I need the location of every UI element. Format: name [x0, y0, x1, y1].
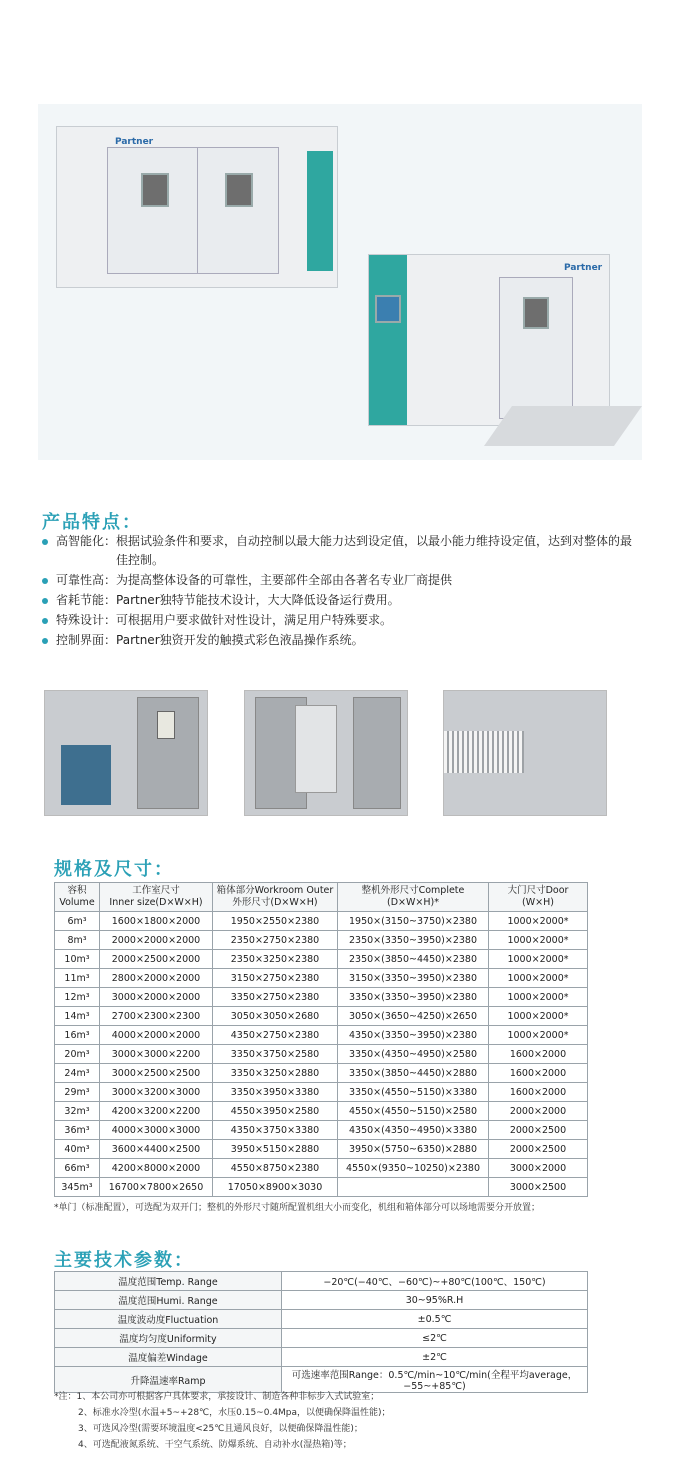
- table-row: [55, 1083, 588, 1102]
- feature-item: 控制界面： Partner独资开发的触摸式彩色液晶操作系统。: [40, 631, 640, 650]
- table-cell: 4350×2750×2380: [213, 1026, 338, 1045]
- test-equipment: [61, 745, 111, 805]
- features-list: [40, 532, 640, 651]
- table-cell: 3350×(4550~5150)×3380: [338, 1083, 489, 1102]
- chamber-door-left: [107, 147, 199, 274]
- param-value: 可选速率范围Range：0.5℃/min~10℃/min(全程平均average，−55~+85℃): [282, 1367, 588, 1393]
- table-row: [55, 1291, 588, 1310]
- bullet-icon: [42, 578, 48, 584]
- table-cell: 4550×(4550~5150)×2580: [338, 1102, 489, 1121]
- table-cell: [338, 1178, 489, 1197]
- note-line: *注：1、本公司亦可根据客户具体要求，承接设计、制造各种非标步入式试验室；: [54, 1392, 380, 1402]
- interior-photo-2: [244, 690, 408, 816]
- column-header: 箱体部分Workroom Outer 外形尺寸(D×W×H): [213, 883, 338, 912]
- table-row: [55, 1178, 588, 1197]
- table-cell: 4350×3750×3380: [213, 1121, 338, 1140]
- table-cell: 29m³: [55, 1083, 100, 1102]
- table-cell: 4000×3000×3000: [100, 1121, 213, 1140]
- bullet-icon: [42, 638, 48, 644]
- column-header: 整机外形尺寸Complete (D×W×H)*: [338, 883, 489, 912]
- touch-screen: [375, 295, 401, 323]
- param-name: 温度偏差Windage: [55, 1348, 282, 1367]
- table-cell: 2000×2500×2000: [100, 950, 213, 969]
- feature-item: 特殊设计： 可根据用户要求做针对性设计，满足用户特殊要求。: [40, 611, 640, 630]
- bullet-icon: [42, 539, 48, 545]
- table-cell: 4550×3950×2580: [213, 1102, 338, 1121]
- table-cell: 4350×(3350~3950)×2380: [338, 1026, 489, 1045]
- chamber-window: [523, 297, 549, 329]
- column-header: 容积 Volume: [55, 883, 100, 912]
- table-cell: 8m³: [55, 931, 100, 950]
- feature-item: 高智能化： 根据试验条件和要求，自动控制以最大能力达到设定值，以最小能力维持设定值，达到对整体的最佳控制。: [40, 532, 640, 570]
- table-cell: 24m³: [55, 1064, 100, 1083]
- interior-photo-1: [44, 690, 208, 816]
- tech-notes: [54, 1389, 391, 1453]
- table-cell: 2350×(3850~4450)×2380: [338, 950, 489, 969]
- table-cell: 3150×(3350~3950)×2380: [338, 969, 489, 988]
- table-header-row: [55, 883, 588, 912]
- table-cell: 3050×(3650~4250)×2650: [338, 1007, 489, 1026]
- bullet-icon: [42, 598, 48, 604]
- table-cell: 4000×2000×2000: [100, 1026, 213, 1045]
- table-cell: 1000×2000*: [489, 931, 588, 950]
- table-row: [55, 1310, 588, 1329]
- table-cell: 16m³: [55, 1026, 100, 1045]
- table-cell: 3350×3950×3380: [213, 1083, 338, 1102]
- table-row: [55, 1026, 588, 1045]
- table-cell: 3150×2750×2380: [213, 969, 338, 988]
- table-cell: 3350×2750×2380: [213, 988, 338, 1007]
- table-cell: 3000×3200×3000: [100, 1083, 213, 1102]
- table-cell: 2350×3250×2380: [213, 950, 338, 969]
- specs-table: [54, 882, 588, 1197]
- table-row: [55, 1272, 588, 1291]
- table-row: [55, 1159, 588, 1178]
- table-cell: 66m³: [55, 1159, 100, 1178]
- table-cell: 2800×2000×2000: [100, 969, 213, 988]
- table-cell: 36m³: [55, 1121, 100, 1140]
- table-row: [55, 1045, 588, 1064]
- brand-logo: Partner: [564, 263, 603, 273]
- walk-in-chamber-small: [368, 254, 610, 426]
- table-cell: 40m³: [55, 1140, 100, 1159]
- specs-title: 规格及尺寸：: [54, 859, 174, 880]
- param-value: ±0.5℃: [282, 1310, 588, 1329]
- table-row: [55, 988, 588, 1007]
- hero-product-image: [38, 104, 642, 460]
- table-cell: 1600×2000: [489, 1064, 588, 1083]
- table-cell: 1000×2000*: [489, 1007, 588, 1026]
- table-cell: 3350×(3850~4450)×2880: [338, 1064, 489, 1083]
- table-cell: 2350×2750×2380: [213, 931, 338, 950]
- table-cell: 11m³: [55, 969, 100, 988]
- table-row: [55, 969, 588, 988]
- note-line: 2、标准水冷型(水温+5~+28℃，水压0.15~0.4Mpa，以便确保降温性能)；: [78, 1408, 391, 1418]
- table-cell: 1000×2000*: [489, 969, 588, 988]
- tech-title: 主要技术参数：: [54, 1250, 194, 1271]
- features-title: 产品特点：: [42, 512, 142, 533]
- feature-item: 省耗节能： Partner独特节能技术设计，大大降低设备运行费用。: [40, 591, 640, 610]
- chamber-door-right: [197, 147, 279, 274]
- table-cell: 3000×2000: [489, 1159, 588, 1178]
- table-cell: 345m³: [55, 1178, 100, 1197]
- table-row: [55, 1102, 588, 1121]
- table-row: [55, 1121, 588, 1140]
- air-vent-grille: [444, 731, 524, 773]
- table-cell: 3000×2500×2500: [100, 1064, 213, 1083]
- param-name: 升降温速率Ramp: [55, 1367, 282, 1393]
- brand-logo: Partner: [115, 137, 154, 147]
- table-cell: 1600×2000: [489, 1045, 588, 1064]
- table-cell: 1000×2000*: [489, 912, 588, 931]
- table-cell: 3350×3250×2880: [213, 1064, 338, 1083]
- table-cell: 6m³: [55, 912, 100, 931]
- table-cell: 1950×2550×2380: [213, 912, 338, 931]
- table-row: [55, 1007, 588, 1026]
- param-value: ≤2℃: [282, 1329, 588, 1348]
- table-cell: 3600×4400×2500: [100, 1140, 213, 1159]
- table-cell: 4550×(9350~10250)×2380: [338, 1159, 489, 1178]
- table-cell: 17050×8900×3030: [213, 1178, 338, 1197]
- chamber-window: [225, 173, 253, 207]
- param-value: −20℃(−40℃、−60℃)~+80℃(100℃、150℃): [282, 1272, 588, 1291]
- table-cell: 2000×2500: [489, 1140, 588, 1159]
- feature-item: 可靠性高： 为提高整体设备的可靠性，主要部件全部由各著名专业厂商提供: [40, 571, 640, 590]
- table-cell: 4200×8000×2000: [100, 1159, 213, 1178]
- table-cell: 2000×2000: [489, 1102, 588, 1121]
- table-cell: 1000×2000*: [489, 950, 588, 969]
- column-header: 大门尺寸Door (W×H): [489, 883, 588, 912]
- table-cell: 1600×2000: [489, 1083, 588, 1102]
- interior-photo-3: [443, 690, 607, 816]
- table-cell: 1000×2000*: [489, 988, 588, 1007]
- entry-ramp: [484, 406, 642, 446]
- control-panel: [369, 255, 407, 425]
- table-cell: 4550×8750×2380: [213, 1159, 338, 1178]
- walk-in-chamber-large: [56, 126, 338, 288]
- table-cell: 2350×(3350~3950)×2380: [338, 931, 489, 950]
- table-cell: 1600×1800×2000: [100, 912, 213, 931]
- table-cell: 12m³: [55, 988, 100, 1007]
- table-cell: 3350×(4350~4950)×2580: [338, 1045, 489, 1064]
- control-panel: [307, 151, 333, 271]
- table-cell: 20m³: [55, 1045, 100, 1064]
- table-row: [55, 912, 588, 931]
- param-value: 30~95%R.H: [282, 1291, 588, 1310]
- table-cell: 3950×(5750~6350)×2880: [338, 1140, 489, 1159]
- table-cell: 32m³: [55, 1102, 100, 1121]
- table-cell: 3000×3000×2200: [100, 1045, 213, 1064]
- table-cell: 3350×(3350~3950)×2380: [338, 988, 489, 1007]
- column-header: 工作室尺寸 Inner size(D×W×H): [100, 883, 213, 912]
- table-cell: 4200×3200×2200: [100, 1102, 213, 1121]
- param-value: ±2℃: [282, 1348, 588, 1367]
- table-cell: 1000×2000*: [489, 1026, 588, 1045]
- table-row: [55, 1064, 588, 1083]
- photo-window: [157, 711, 175, 739]
- test-cabinet: [295, 705, 337, 793]
- photo-door: [353, 697, 401, 809]
- table-cell: 2700×2300×2300: [100, 1007, 213, 1026]
- table-cell: 14m³: [55, 1007, 100, 1026]
- table-cell: 3000×2000×2000: [100, 988, 213, 1007]
- table-row: [55, 1140, 588, 1159]
- chamber-window: [141, 173, 169, 207]
- table-row: [55, 1329, 588, 1348]
- param-name: 温度波动度Fluctuation: [55, 1310, 282, 1329]
- table-cell: 2000×2000×2000: [100, 931, 213, 950]
- table-cell: 3050×3050×2680: [213, 1007, 338, 1026]
- table-cell: 4350×(4350~4950)×3380: [338, 1121, 489, 1140]
- note-line: 4、可选配液氮系统、干空气系统、防爆系统、自动补水(湿热箱)等；: [78, 1440, 352, 1450]
- table-cell: 16700×7800×2650: [100, 1178, 213, 1197]
- table-cell: 1950×(3150~3750)×2380: [338, 912, 489, 931]
- table-cell: 3350×3750×2580: [213, 1045, 338, 1064]
- table-cell: 3000×2500: [489, 1178, 588, 1197]
- bullet-icon: [42, 618, 48, 624]
- table-cell: 3950×5150×2880: [213, 1140, 338, 1159]
- table-cell: 2000×2500: [489, 1121, 588, 1140]
- table-row: [55, 1348, 588, 1367]
- specs-note: *单门（标准配置），可选配为双开门；整机的外形尺寸随所配置机组大小而变化，机组和箱体部分可以场地需要分开放置；: [54, 1203, 541, 1213]
- param-name: 温度均匀度Uniformity: [55, 1329, 282, 1348]
- table-row: [55, 931, 588, 950]
- table-cell: 10m³: [55, 950, 100, 969]
- param-name: 温度范围Temp. Range: [55, 1272, 282, 1291]
- param-name: 温度范围Humi. Range: [55, 1291, 282, 1310]
- table-row: [55, 950, 588, 969]
- note-line: 3、可选风冷型(需要环境温度<25℃且通风良好，以便确保降温性能)；: [78, 1424, 363, 1434]
- tech-table: [54, 1271, 588, 1393]
